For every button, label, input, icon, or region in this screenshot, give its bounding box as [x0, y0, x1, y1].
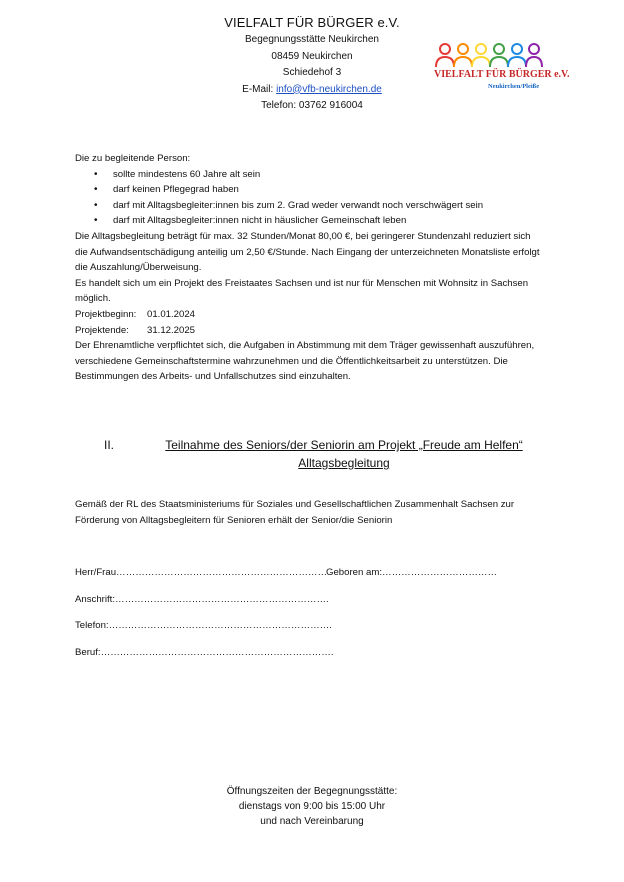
section-title [144, 436, 544, 472]
people-figures [436, 44, 542, 67]
project-start [75, 307, 545, 323]
list-item: • darf mit Alltagsbegleiter:innen bis zum 2. Grad weder verwandt noch verschwägert sein [75, 198, 545, 214]
project-end [75, 323, 545, 339]
name-field[interactable]: Herr/Frau………………………………………………………… [75, 567, 328, 578]
phone-field[interactable]: Telefon:……………………………………………………………. [75, 620, 332, 631]
org-logo [430, 40, 570, 92]
job-field[interactable]: Beruf:………………………………………………………………. [75, 647, 334, 658]
list-item: • sollte mindestens 60 Jahre alt sein [75, 167, 545, 183]
letterhead [150, 14, 474, 115]
project-start-date: 01.01.2024 [147, 308, 196, 320]
phone-line: Telefon: 03762 916004 [261, 100, 363, 111]
duties-paragraph: Der Ehrenamtliche verpflichtet sich, die Aufgaben in Abstimmung mit dem Träger gewissenhaft auszuführen, verschiedene Gemeinschaftstermine wahrzunehmen und die Öffentlichkeitsarbeit zu unterstützen. Die Bestimmungen des Arbeits- und Unfallschutzes sind einzuhalten. [75, 340, 535, 383]
email-label: E-Mail: [242, 83, 277, 95]
org-name: VIELFALT FÜR BÜRGER e.V. [224, 15, 400, 30]
list-item: • darf mit Alltagsbegleiter:innen nicht in häuslicher Gemeinschaft leben [75, 213, 545, 229]
opening-hours-days: dienstags von 9:00 bis 15:00 Uhr [238, 801, 386, 812]
opening-hours [150, 784, 474, 829]
project-start-label: Projektbeginn: [75, 308, 137, 320]
place-name: Begegnungsstätte Neukirchen [245, 34, 379, 45]
logo-text: VIELFALT FÜR BÜRGER e.V. [434, 69, 570, 80]
email-line [150, 82, 474, 99]
project-end-label: Projektende: [75, 324, 129, 336]
project-paragraph: Es handelt sich um ein Projekt des Freistaates Sachsen und ist nur für Menschen mit Wohnsitz in Sachsen möglich. [75, 277, 529, 305]
requirements-list [75, 167, 545, 229]
person-intro: Die zu begleitende Person: [75, 153, 191, 164]
logo-subtext: Neukirchen/Pleiße [488, 83, 540, 90]
street-address: Schiedehof 3 [282, 67, 342, 78]
section-title-line2: Alltagsbegleitung [298, 456, 390, 470]
section-number: II. [104, 438, 115, 452]
section-intro: Gemäß der RL des Staatsministeriums für Soziales und Gesellschaftlichen Zusammenhalt Sachsen zur Förderung von Alltagsbegleitern für Senioren erhält der Senior/die Seniorin [75, 499, 515, 526]
email-link[interactable]: info@vfb-neukirchen.de [276, 83, 382, 95]
address-field[interactable]: Anschrift:…………………………………………………………. [75, 594, 329, 605]
conditions-text [75, 151, 545, 385]
opening-hours-title: Öffnungszeiten der Begegnungsstätte: [226, 786, 398, 797]
project-end-date: 31.12.2025 [147, 324, 196, 336]
payment-paragraph: Die Alltagsbegleitung beträgt für max. 32 Stunden/Monat 80,00 €, bei geringerer Stundenzahl reduziert sich die Aufwandsentschädigung anteilig um 2,50 €/Stunde. Nach Eingang der unterzeichneten Monatsliste erfolgt die Auszahlung/Überweisung. [75, 230, 540, 274]
section-title-line1: Teilnahme des Seniors/der Seniorin am Projekt „Freude am Helfen“ [165, 438, 523, 452]
zip-city: 08459 Neukirchen [271, 50, 353, 62]
opening-hours-note: und nach Vereinbarung [260, 816, 364, 827]
list-item: • darf keinen Pflegegrad haben [75, 182, 545, 198]
birthdate-field[interactable]: Geboren am:……………………………… [326, 567, 498, 578]
